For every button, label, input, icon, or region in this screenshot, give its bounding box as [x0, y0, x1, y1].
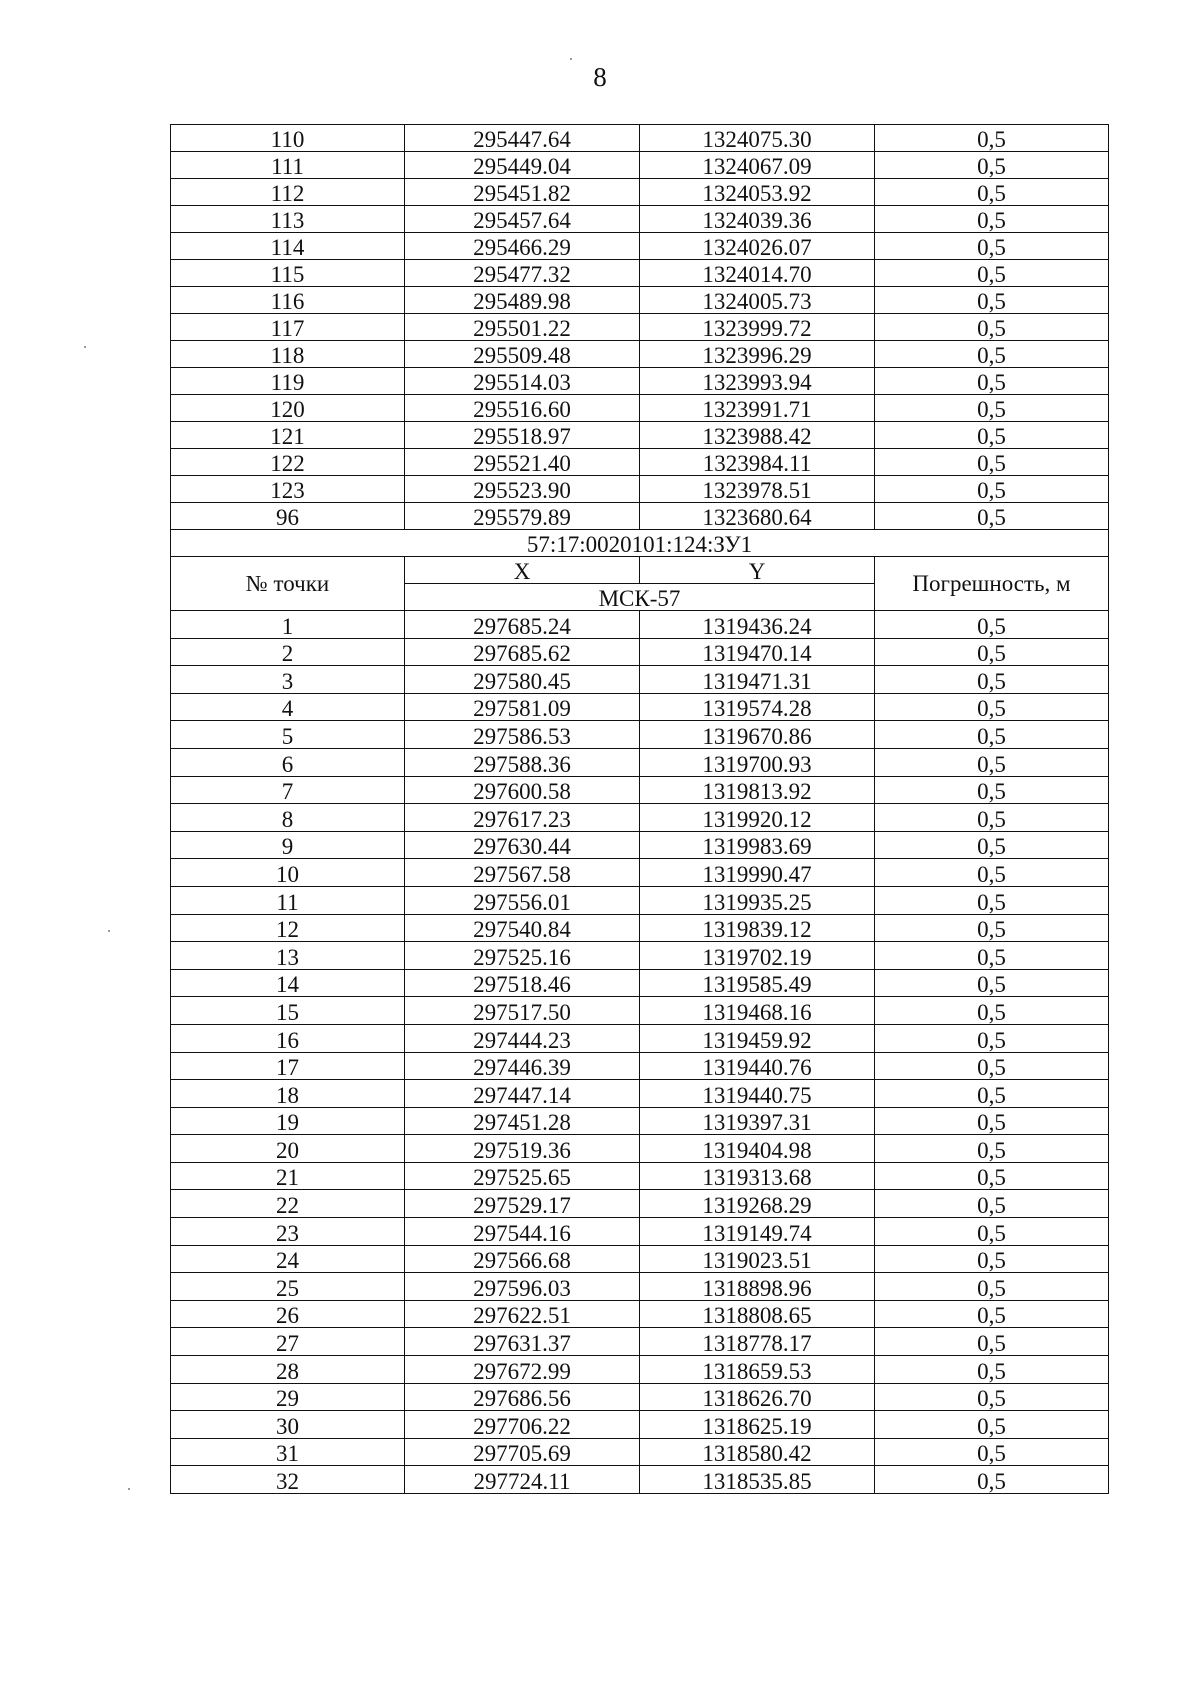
cell-error: 0,5 [875, 611, 1109, 639]
cell-point-number: 8 [171, 804, 405, 832]
cell-error: 0,5 [875, 1245, 1109, 1273]
table-row [171, 776, 1109, 804]
cell-error: 0,5 [875, 314, 1109, 341]
cell-y: 1318535.85 [640, 1466, 875, 1494]
cell-y: 1323988.42 [640, 422, 875, 449]
cell-y: 1319440.75 [640, 1080, 875, 1108]
cell-x: 297540.84 [405, 914, 640, 942]
cell-point-number: 28 [171, 1356, 405, 1384]
cell-error: 0,5 [875, 449, 1109, 476]
cell-y: 1319813.92 [640, 776, 875, 804]
cell-x: 295451.82 [405, 179, 640, 206]
cell-x: 295521.40 [405, 449, 640, 476]
cell-x: 295449.04 [405, 152, 640, 179]
table-row [171, 1024, 1109, 1052]
column-header-row [171, 557, 1109, 584]
cell-point-number: 123 [171, 476, 405, 503]
cell-y: 1319268.29 [640, 1190, 875, 1218]
cell-y: 1319023.51 [640, 1245, 875, 1273]
cell-error: 0,5 [875, 341, 1109, 368]
cell-y: 1323680.64 [640, 503, 875, 530]
table-row [171, 721, 1109, 749]
cell-y: 1319702.19 [640, 942, 875, 970]
cell-point-number: 31 [171, 1438, 405, 1466]
cell-error: 0,5 [875, 886, 1109, 914]
cell-point-number: 26 [171, 1300, 405, 1328]
cell-y: 1319468.16 [640, 997, 875, 1025]
cell-error: 0,5 [875, 1080, 1109, 1108]
cell-point-number: 27 [171, 1328, 405, 1356]
cell-error: 0,5 [875, 638, 1109, 666]
cell-y: 1324005.73 [640, 287, 875, 314]
cell-error: 0,5 [875, 152, 1109, 179]
cell-x: 297630.44 [405, 831, 640, 859]
cell-x: 297544.16 [405, 1218, 640, 1246]
table-row [171, 1080, 1109, 1108]
cell-y: 1319983.69 [640, 831, 875, 859]
cell-error: 0,5 [875, 422, 1109, 449]
cell-x: 297581.09 [405, 693, 640, 721]
table-row [171, 1411, 1109, 1439]
table-row [171, 422, 1109, 449]
table-row [171, 1273, 1109, 1301]
cell-point-number: 5 [171, 721, 405, 749]
cell-error: 0,5 [875, 1466, 1109, 1494]
table-row [171, 1383, 1109, 1411]
table-row [171, 942, 1109, 970]
cell-y: 1319313.68 [640, 1162, 875, 1190]
table-row [171, 287, 1109, 314]
cell-y: 1319404.98 [640, 1135, 875, 1163]
cell-point-number: 122 [171, 449, 405, 476]
table-row [171, 233, 1109, 260]
cell-error: 0,5 [875, 1162, 1109, 1190]
cell-point-number: 115 [171, 260, 405, 287]
cell-y: 1319471.31 [640, 666, 875, 694]
table-row [171, 1162, 1109, 1190]
cell-y: 1319436.24 [640, 611, 875, 639]
cell-error: 0,5 [875, 914, 1109, 942]
cell-x: 297596.03 [405, 1273, 640, 1301]
cell-y: 1319440.76 [640, 1052, 875, 1080]
cell-y: 1323999.72 [640, 314, 875, 341]
cell-point-number: 3 [171, 666, 405, 694]
cell-error: 0,5 [875, 476, 1109, 503]
cell-x: 297518.46 [405, 969, 640, 997]
cell-error: 0,5 [875, 721, 1109, 749]
cell-x: 295509.48 [405, 341, 640, 368]
cell-point-number: 117 [171, 314, 405, 341]
cell-y: 1319670.86 [640, 721, 875, 749]
cell-error: 0,5 [875, 748, 1109, 776]
cell-point-number: 24 [171, 1245, 405, 1273]
cell-x: 297556.01 [405, 886, 640, 914]
cell-y: 1319470.14 [640, 638, 875, 666]
header-error: Погрешность, м [875, 557, 1109, 611]
cell-x: 295579.89 [405, 503, 640, 530]
cell-point-number: 20 [171, 1135, 405, 1163]
cell-x: 297672.99 [405, 1356, 640, 1384]
cell-point-number: 13 [171, 942, 405, 970]
cell-x: 297706.22 [405, 1411, 640, 1439]
cell-error: 0,5 [875, 1356, 1109, 1384]
cell-y: 1319585.49 [640, 969, 875, 997]
part1-body [171, 125, 1109, 530]
cell-y: 1319149.74 [640, 1218, 875, 1246]
table-row [171, 1356, 1109, 1384]
table-row [171, 152, 1109, 179]
cell-point-number: 4 [171, 693, 405, 721]
cell-x: 297622.51 [405, 1300, 640, 1328]
cell-point-number: 120 [171, 395, 405, 422]
cell-point-number: 118 [171, 341, 405, 368]
cell-error: 0,5 [875, 859, 1109, 887]
table-row [171, 638, 1109, 666]
cell-y: 1323996.29 [640, 341, 875, 368]
cell-y: 1324067.09 [640, 152, 875, 179]
cell-x: 297724.11 [405, 1466, 640, 1494]
table-row [171, 748, 1109, 776]
cell-y: 1324039.36 [640, 206, 875, 233]
cell-point-number: 121 [171, 422, 405, 449]
coordinates-table [170, 124, 1109, 1494]
cell-error: 0,5 [875, 368, 1109, 395]
table-row [171, 1245, 1109, 1273]
cell-error: 0,5 [875, 233, 1109, 260]
cell-point-number: 21 [171, 1162, 405, 1190]
table-row [171, 260, 1109, 287]
cell-y: 1319574.28 [640, 693, 875, 721]
cell-x: 297588.36 [405, 748, 640, 776]
cell-y: 1318625.19 [640, 1411, 875, 1439]
table-row [171, 476, 1109, 503]
table-row [171, 314, 1109, 341]
cell-point-number: 19 [171, 1107, 405, 1135]
table-row [171, 804, 1109, 832]
cell-y: 1319920.12 [640, 804, 875, 832]
table-row [171, 1052, 1109, 1080]
cell-x: 295466.29 [405, 233, 640, 260]
cell-x: 297446.39 [405, 1052, 640, 1080]
cell-point-number: 29 [171, 1383, 405, 1411]
cell-point-number: 30 [171, 1411, 405, 1439]
cell-error: 0,5 [875, 1273, 1109, 1301]
cell-x: 297705.69 [405, 1438, 640, 1466]
cell-point-number: 111 [171, 152, 405, 179]
cell-error: 0,5 [875, 776, 1109, 804]
cell-x: 295523.90 [405, 476, 640, 503]
cell-y: 1324053.92 [640, 179, 875, 206]
page-number: 8 [593, 62, 607, 92]
table-row [171, 693, 1109, 721]
table-row [171, 1107, 1109, 1135]
cell-error: 0,5 [875, 1107, 1109, 1135]
cell-point-number: 12 [171, 914, 405, 942]
cell-error: 0,5 [875, 1300, 1109, 1328]
cell-y: 1319397.31 [640, 1107, 875, 1135]
cell-x: 297451.28 [405, 1107, 640, 1135]
cell-point-number: 14 [171, 969, 405, 997]
table-row [171, 1300, 1109, 1328]
header-y: Y [640, 557, 875, 584]
cell-error: 0,5 [875, 395, 1109, 422]
cell-error: 0,5 [875, 1438, 1109, 1466]
cell-error: 0,5 [875, 942, 1109, 970]
table-row [171, 206, 1109, 233]
table-row [171, 1190, 1109, 1218]
cell-x: 297567.58 [405, 859, 640, 887]
cell-x: 297444.23 [405, 1024, 640, 1052]
cell-y: 1324026.07 [640, 233, 875, 260]
block-title: 57:17:0020101:124:ЗУ1 [171, 530, 1109, 557]
cell-point-number: 9 [171, 831, 405, 859]
table-row [171, 1135, 1109, 1163]
cell-y: 1324014.70 [640, 260, 875, 287]
table-row [171, 368, 1109, 395]
cell-error: 0,5 [875, 206, 1109, 233]
cell-x: 295514.03 [405, 368, 640, 395]
cell-y: 1318808.65 [640, 1300, 875, 1328]
cell-x: 297519.36 [405, 1135, 640, 1163]
block-title-row [171, 530, 1109, 557]
table-row [171, 859, 1109, 887]
cell-y: 1318778.17 [640, 1328, 875, 1356]
cell-y: 1324075.30 [640, 125, 875, 152]
cell-y: 1323978.51 [640, 476, 875, 503]
cell-point-number: 32 [171, 1466, 405, 1494]
cell-error: 0,5 [875, 1328, 1109, 1356]
table-row [171, 831, 1109, 859]
cell-x: 295516.60 [405, 395, 640, 422]
table-row [171, 1328, 1109, 1356]
cell-point-number: 16 [171, 1024, 405, 1052]
cell-y: 1319935.25 [640, 886, 875, 914]
cell-x: 295501.22 [405, 314, 640, 341]
table-row [171, 179, 1109, 206]
cell-point-number: 23 [171, 1218, 405, 1246]
cell-error: 0,5 [875, 503, 1109, 530]
cell-error: 0,5 [875, 179, 1109, 206]
cell-x: 297685.62 [405, 638, 640, 666]
cell-error: 0,5 [875, 260, 1109, 287]
cell-point-number: 119 [171, 368, 405, 395]
table-row [171, 997, 1109, 1025]
cell-x: 295457.64 [405, 206, 640, 233]
cell-error: 0,5 [875, 693, 1109, 721]
cell-point-number: 25 [171, 1273, 405, 1301]
cell-x: 297525.65 [405, 1162, 640, 1190]
cell-point-number: 18 [171, 1080, 405, 1108]
cell-x: 297447.14 [405, 1080, 640, 1108]
cell-y: 1319990.47 [640, 859, 875, 887]
cell-x: 297600.58 [405, 776, 640, 804]
cell-error: 0,5 [875, 804, 1109, 832]
cell-y: 1323984.11 [640, 449, 875, 476]
cell-x: 295447.64 [405, 125, 640, 152]
cell-y: 1318626.70 [640, 1383, 875, 1411]
cell-error: 0,5 [875, 969, 1109, 997]
cell-error: 0,5 [875, 1052, 1109, 1080]
cell-x: 297586.53 [405, 721, 640, 749]
cell-x: 297580.45 [405, 666, 640, 694]
cell-error: 0,5 [875, 1190, 1109, 1218]
cell-error: 0,5 [875, 287, 1109, 314]
cell-error: 0,5 [875, 1383, 1109, 1411]
table-row [171, 125, 1109, 152]
cell-x: 297631.37 [405, 1328, 640, 1356]
table-row [171, 886, 1109, 914]
cell-x: 297685.24 [405, 611, 640, 639]
table-row [171, 969, 1109, 997]
cell-x: 297686.56 [405, 1383, 640, 1411]
cell-error: 0,5 [875, 997, 1109, 1025]
cell-point-number: 10 [171, 859, 405, 887]
cell-x: 295518.97 [405, 422, 640, 449]
cell-point-number: 7 [171, 776, 405, 804]
cell-x: 295477.32 [405, 260, 640, 287]
cell-y: 1319459.92 [640, 1024, 875, 1052]
header-x: X [405, 557, 640, 584]
scan-speck [128, 1488, 130, 1490]
header-point-number: № точки [171, 557, 405, 611]
cell-point-number: 22 [171, 1190, 405, 1218]
cell-error: 0,5 [875, 831, 1109, 859]
cell-error: 0,5 [875, 1218, 1109, 1246]
cell-x: 297525.16 [405, 942, 640, 970]
table-row [171, 1438, 1109, 1466]
table-row [171, 1466, 1109, 1494]
cell-error: 0,5 [875, 1411, 1109, 1439]
cell-y: 1319700.93 [640, 748, 875, 776]
cell-x: 295489.98 [405, 287, 640, 314]
part2-body [171, 611, 1109, 1494]
cell-point-number: 96 [171, 503, 405, 530]
cell-x: 297517.50 [405, 997, 640, 1025]
cell-point-number: 110 [171, 125, 405, 152]
cell-y: 1319839.12 [640, 914, 875, 942]
cell-y: 1323991.71 [640, 395, 875, 422]
cell-error: 0,5 [875, 666, 1109, 694]
cell-point-number: 11 [171, 886, 405, 914]
cell-point-number: 15 [171, 997, 405, 1025]
scan-speck [84, 346, 86, 348]
table-row [171, 449, 1109, 476]
table-row [171, 395, 1109, 422]
scan-speck [108, 930, 110, 932]
cell-y: 1323993.94 [640, 368, 875, 395]
block-header [171, 530, 1109, 611]
cell-point-number: 112 [171, 179, 405, 206]
cell-x: 297617.23 [405, 804, 640, 832]
cell-point-number: 114 [171, 233, 405, 260]
table-row [171, 341, 1109, 368]
cell-y: 1318898.96 [640, 1273, 875, 1301]
header-coord-system: МСК-57 [405, 584, 875, 611]
table-row [171, 666, 1109, 694]
cell-point-number: 17 [171, 1052, 405, 1080]
cell-point-number: 6 [171, 748, 405, 776]
scan-speck [570, 58, 572, 60]
cell-point-number: 113 [171, 206, 405, 233]
table-row [171, 914, 1109, 942]
cell-error: 0,5 [875, 1024, 1109, 1052]
cell-y: 1318659.53 [640, 1356, 875, 1384]
cell-error: 0,5 [875, 1135, 1109, 1163]
cell-point-number: 116 [171, 287, 405, 314]
cell-y: 1318580.42 [640, 1438, 875, 1466]
cell-x: 297529.17 [405, 1190, 640, 1218]
cell-point-number: 1 [171, 611, 405, 639]
table-row [171, 1218, 1109, 1246]
cell-point-number: 2 [171, 638, 405, 666]
cell-error: 0,5 [875, 125, 1109, 152]
table-row [171, 503, 1109, 530]
table-row [171, 611, 1109, 639]
cell-x: 297566.68 [405, 1245, 640, 1273]
